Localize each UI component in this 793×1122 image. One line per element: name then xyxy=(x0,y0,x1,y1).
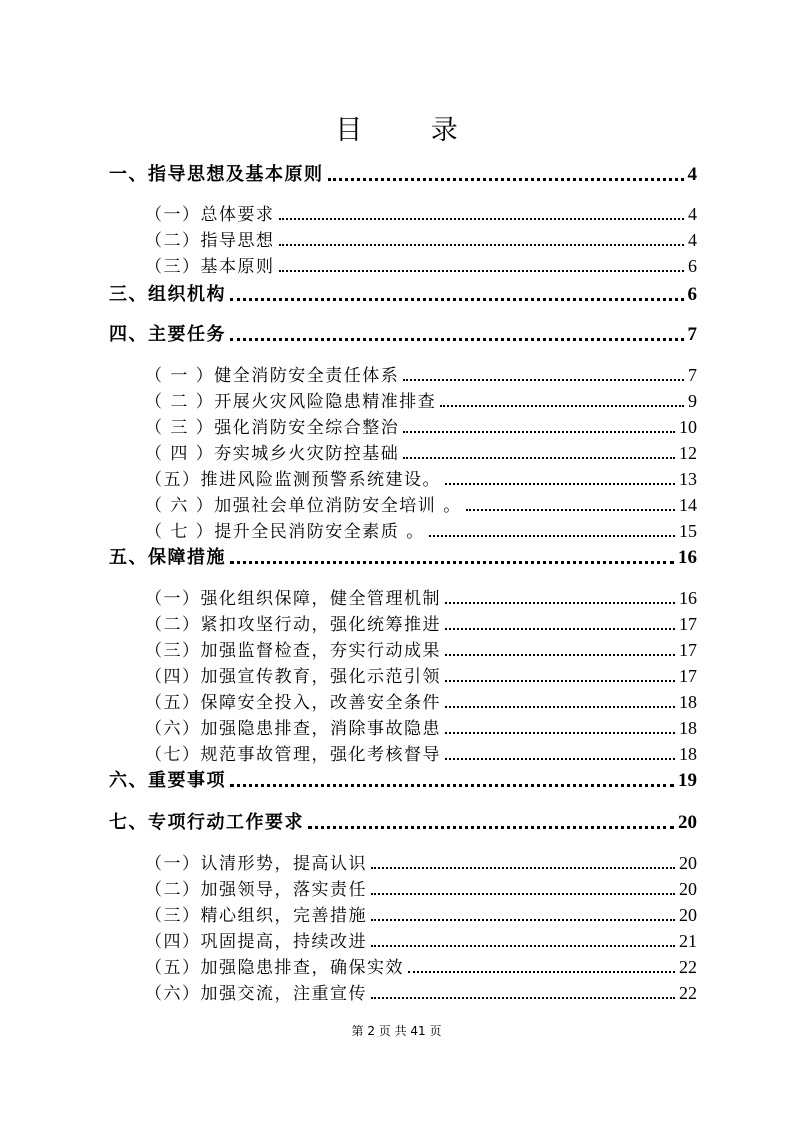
toc-subsection-entry[interactable] xyxy=(145,518,697,542)
toc-entry-label: （三）加强监督检查，夯实行动成果 xyxy=(145,641,441,661)
toc-page-number: 4 xyxy=(688,230,697,250)
toc-entry-label: （ 六 ）加强社会单位消防安全培训 。 xyxy=(145,496,462,516)
toc-subsection-entry[interactable] xyxy=(145,414,697,438)
toc-entry-label: 四、主要任务 xyxy=(109,324,226,345)
toc-page-number: 17 xyxy=(679,614,697,634)
toc-dot-leader xyxy=(371,945,675,947)
toc-dot-leader xyxy=(466,509,675,511)
toc-subsection-entry[interactable] xyxy=(145,715,697,739)
toc-entry-label: （七）规范事故管理，强化考核督导 xyxy=(145,745,441,765)
toc-entry-label: （二）加强领导，落实责任 xyxy=(145,880,367,900)
toc-subsection-entry[interactable] xyxy=(145,362,697,386)
toc-dot-leader xyxy=(230,784,674,787)
toc-dot-leader xyxy=(440,405,684,407)
page-footer: 第 2 页 共 41 页 xyxy=(351,1024,442,1038)
toc-subsection-entry[interactable] xyxy=(145,492,697,516)
toc-dot-leader xyxy=(408,971,675,973)
toc-section-entry[interactable] xyxy=(109,766,697,792)
toc-dot-leader xyxy=(445,654,675,656)
toc-page-number: 10 xyxy=(679,417,697,437)
toc-section-entry[interactable] xyxy=(109,808,697,834)
toc-dot-leader xyxy=(279,270,685,272)
toc-entry-label: （二）指导思想 xyxy=(145,231,275,251)
toc-entry-label: （ 一 ）健全消防安全责任体系 xyxy=(145,366,400,386)
toc-page-number: 22 xyxy=(679,957,697,977)
toc-dot-leader xyxy=(371,867,675,869)
toc-dot-leader xyxy=(403,457,675,459)
toc-page-number: 12 xyxy=(679,443,697,463)
toc-page-number: 9 xyxy=(688,391,697,411)
toc-page-number: 18 xyxy=(679,744,697,764)
toc-entry-label: （ 四 ）夯实城乡火灾防控基础 xyxy=(145,444,400,464)
toc-dot-leader xyxy=(279,218,685,220)
toc-section-entry[interactable] xyxy=(109,543,697,569)
toc-entry-label: （二）紧扣攻坚行动，强化统筹推进 xyxy=(145,615,441,635)
toc-subsection-entry[interactable] xyxy=(145,980,697,1004)
toc-subsection-entry[interactable] xyxy=(145,585,697,609)
toc-entry-label: 六、重要事项 xyxy=(109,770,226,791)
toc-entry-label: （三）精心组织，完善措施 xyxy=(145,906,367,926)
toc-entry-label: （ 二 ）开展火灾风险隐患精准排查 xyxy=(145,392,437,412)
toc-entry-label: 五、保障措施 xyxy=(109,547,226,568)
toc-subsection-entry[interactable] xyxy=(145,440,697,464)
toc-page-number: 20 xyxy=(679,853,697,873)
toc-page-number: 15 xyxy=(679,521,697,541)
toc-subsection-entry[interactable] xyxy=(145,850,697,874)
page-title: 目 录 xyxy=(335,115,488,146)
toc-entry-label: （六）加强隐患排查，消除事故隐患 xyxy=(145,719,441,739)
toc-dot-leader xyxy=(230,561,674,564)
toc-subsection-entry[interactable] xyxy=(145,663,697,687)
toc-dot-leader xyxy=(403,379,684,381)
toc-entry-label: （四）加强宣传教育，强化示范引领 xyxy=(145,667,441,687)
toc-page-number: 17 xyxy=(679,640,697,660)
toc-page-number: 7 xyxy=(687,324,697,345)
toc-dot-leader xyxy=(445,706,675,708)
toc-entry-label: 一、指导思想及基本原则 xyxy=(109,164,324,185)
toc-entry-label: （一）强化组织保障，健全管理机制 xyxy=(145,589,441,609)
toc-section-entry[interactable] xyxy=(109,160,697,186)
toc-dot-leader xyxy=(445,602,675,604)
toc-page-number: 16 xyxy=(678,547,697,568)
toc-entry-label: （一）认清形势，提高认识 xyxy=(145,854,367,874)
toc-page-number: 6 xyxy=(688,256,697,276)
toc-page-number: 17 xyxy=(679,666,697,686)
toc-subsection-entry[interactable] xyxy=(145,227,697,251)
toc-dot-leader xyxy=(328,178,684,181)
toc-entry-label: （四）巩固提高，持续改进 xyxy=(145,932,367,952)
toc-subsection-entry[interactable] xyxy=(145,902,697,926)
toc-page-number: 6 xyxy=(687,284,697,305)
toc-dot-leader xyxy=(445,483,675,485)
toc-page-number: 18 xyxy=(679,692,697,712)
toc-dot-leader xyxy=(371,893,675,895)
toc-entry-label: （一）总体要求 xyxy=(145,205,275,225)
toc-subsection-entry[interactable] xyxy=(145,928,697,952)
toc-page-number: 20 xyxy=(679,905,697,925)
toc-dot-leader xyxy=(371,919,675,921)
toc-subsection-entry[interactable] xyxy=(145,637,697,661)
toc-subsection-entry[interactable] xyxy=(145,954,697,978)
toc-subsection-entry[interactable] xyxy=(145,388,697,412)
toc-entry-label: （五）推进风险监测预警系统建设。 xyxy=(145,470,441,490)
toc-entry-label: （ 七 ）提升全民消防安全素质 。 xyxy=(145,522,425,542)
toc-entry-label: 七、专项行动工作要求 xyxy=(109,812,304,833)
toc-dot-leader xyxy=(230,338,684,341)
toc-entry-label: （五）保障安全投入，改善安全条件 xyxy=(145,693,441,713)
toc-dot-leader xyxy=(308,826,674,829)
toc-page-number: 20 xyxy=(679,879,697,899)
toc-dot-leader xyxy=(445,680,675,682)
toc-page-number: 7 xyxy=(688,365,697,385)
toc-page-number: 21 xyxy=(679,931,697,951)
toc-subsection-entry[interactable] xyxy=(145,611,697,635)
toc-page-number: 14 xyxy=(679,495,697,515)
toc-dot-leader xyxy=(445,758,675,760)
toc-dot-leader xyxy=(429,535,675,537)
toc-section-entry[interactable] xyxy=(109,320,697,346)
toc-page-number: 4 xyxy=(688,204,697,224)
toc-entry-label: （五）加强隐患排查，确保实效 xyxy=(145,958,404,978)
toc-page-number: 4 xyxy=(687,164,697,185)
toc-subsection-entry[interactable] xyxy=(145,741,697,765)
toc-dot-leader xyxy=(230,298,684,301)
toc-dot-leader xyxy=(445,628,675,630)
toc-page-number: 22 xyxy=(679,983,697,1003)
toc-dot-leader xyxy=(445,732,675,734)
toc-subsection-entry[interactable] xyxy=(145,466,697,490)
toc-page-number: 13 xyxy=(679,469,697,489)
toc-subsection-entry[interactable] xyxy=(145,253,697,277)
toc-entry-label: 三、组织机构 xyxy=(109,284,226,305)
toc-entry-label: （六）加强交流，注重宣传 xyxy=(145,984,367,1004)
toc-subsection-entry[interactable] xyxy=(145,689,697,713)
toc-page-number: 19 xyxy=(678,770,697,791)
toc-page-number: 16 xyxy=(679,588,697,608)
toc-entry-label: （三）基本原则 xyxy=(145,257,275,277)
toc-dot-leader xyxy=(371,997,675,999)
toc-section-entry[interactable] xyxy=(109,280,697,306)
toc-dot-leader xyxy=(279,244,685,246)
toc-page-number: 20 xyxy=(678,812,697,833)
toc-entry-label: （ 三 ）强化消防安全综合整治 xyxy=(145,418,400,438)
toc-subsection-entry[interactable] xyxy=(145,201,697,225)
toc-subsection-entry[interactable] xyxy=(145,876,697,900)
toc-dot-leader xyxy=(403,431,675,433)
toc-page-number: 18 xyxy=(679,718,697,738)
